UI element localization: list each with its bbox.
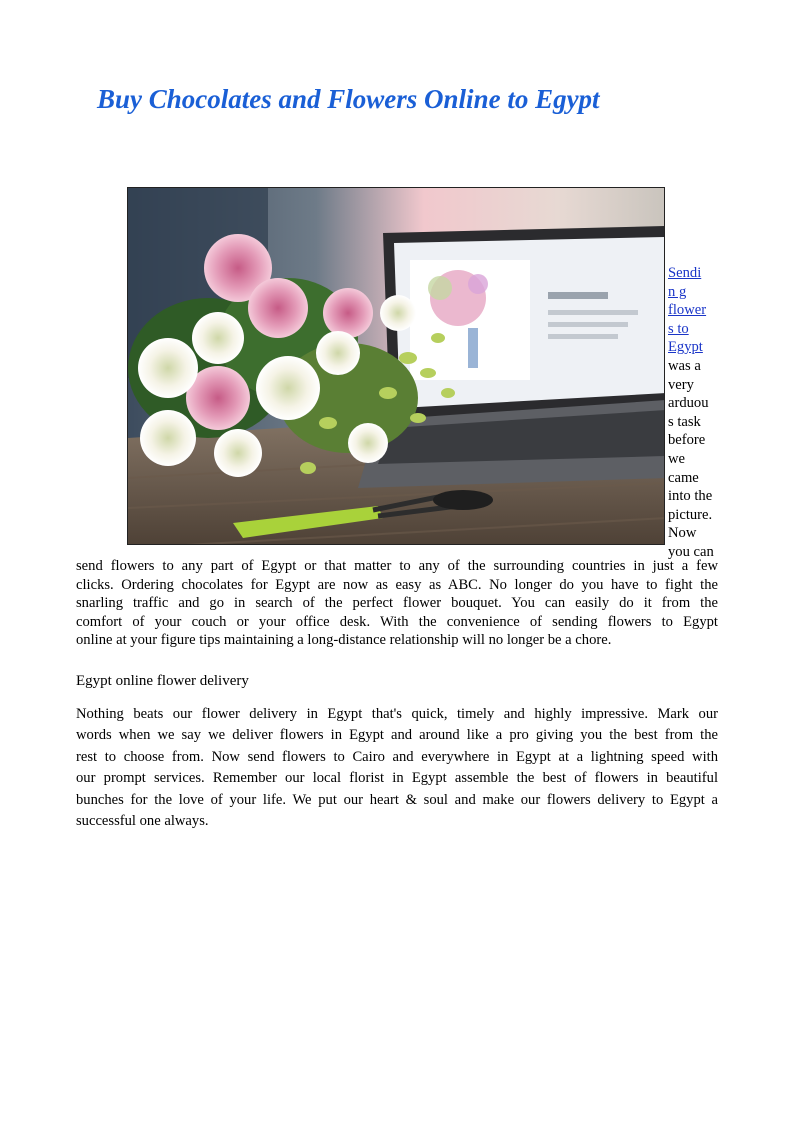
wrapped-text-line: arduou — [668, 395, 709, 412]
text-line: successful one always. — [76, 813, 209, 830]
wrapped-text-line: s task — [668, 413, 701, 430]
photo-illustration — [128, 188, 665, 545]
wrapped-text-line: very — [668, 376, 694, 393]
sending-flowers-link[interactable]: Sendi — [668, 265, 702, 281]
wrapped-text-column — [668, 264, 720, 562]
sending-flowers-link[interactable]: n g — [668, 283, 687, 300]
text-line: Nothing beats our flower delivery in Egypt that's quick, timely and highly impressive. Mark our — [76, 706, 718, 722]
text-line: snarling traffic and go in search of the perfect flower bouquet. You can easily do it from the — [76, 595, 718, 612]
wrapped-link-line[interactable] — [668, 338, 720, 357]
text-line: comfort of your couch or your office desk. With the convenience of sending flowers to Egypt — [76, 613, 718, 630]
sending-flowers-link[interactable]: s to — [668, 320, 689, 337]
text-line: send flowers to any part of Egypt or that matter to any of the surrounding countries in just a few — [76, 558, 718, 574]
wrapped-link-line[interactable] — [668, 264, 720, 283]
wrapped-text-line: we — [668, 450, 686, 467]
section-heading: Egypt online flower delivery — [76, 673, 249, 689]
wrapped-text-line: came — [668, 469, 699, 486]
page-title: Buy Chocolates and Flowers Online to Egypt — [97, 84, 600, 114]
text-line: rest to choose from. Now send flowers to Cairo and everywhere in Egypt at a lightning speed with — [76, 748, 718, 765]
wrapped-text-line: before — [668, 432, 706, 449]
flowers-laptop-photo — [127, 187, 665, 545]
delivery-paragraph — [76, 704, 718, 832]
intro-paragraph — [76, 557, 718, 650]
wrapped-text-line: into the — [668, 488, 713, 505]
wrapped-text-line: Now — [668, 525, 697, 542]
sending-flowers-link[interactable]: flower — [668, 302, 707, 319]
text-line: our prompt services. Remember our local florist in Egypt assemble the best of flowers in beautiful — [76, 770, 718, 787]
wrapped-link-line[interactable] — [668, 283, 720, 302]
text-line: words when we say we deliver flowers in Egypt and around like a pro giving you the best from the — [76, 727, 718, 744]
wrapped-link-line[interactable] — [668, 301, 720, 320]
text-line: bunches for the love of your life. We put our heart & soul and make our flowers delivery to Egypt a — [76, 791, 718, 808]
wrapped-text-line: you can — [668, 543, 714, 560]
wrapped-link-line[interactable] — [668, 320, 720, 339]
text-line: clicks. Ordering chocolates for Egypt are now as easy as ABC. No longer do you have to fight the — [76, 576, 718, 593]
sending-flowers-link[interactable]: Egypt — [668, 339, 703, 356]
wrapped-text-line: was a — [668, 357, 701, 374]
text-line: online at your figure tips maintaining a long-distance relationship will no longer be a chore. — [76, 632, 612, 649]
wrapped-text-line: picture. — [668, 506, 713, 523]
